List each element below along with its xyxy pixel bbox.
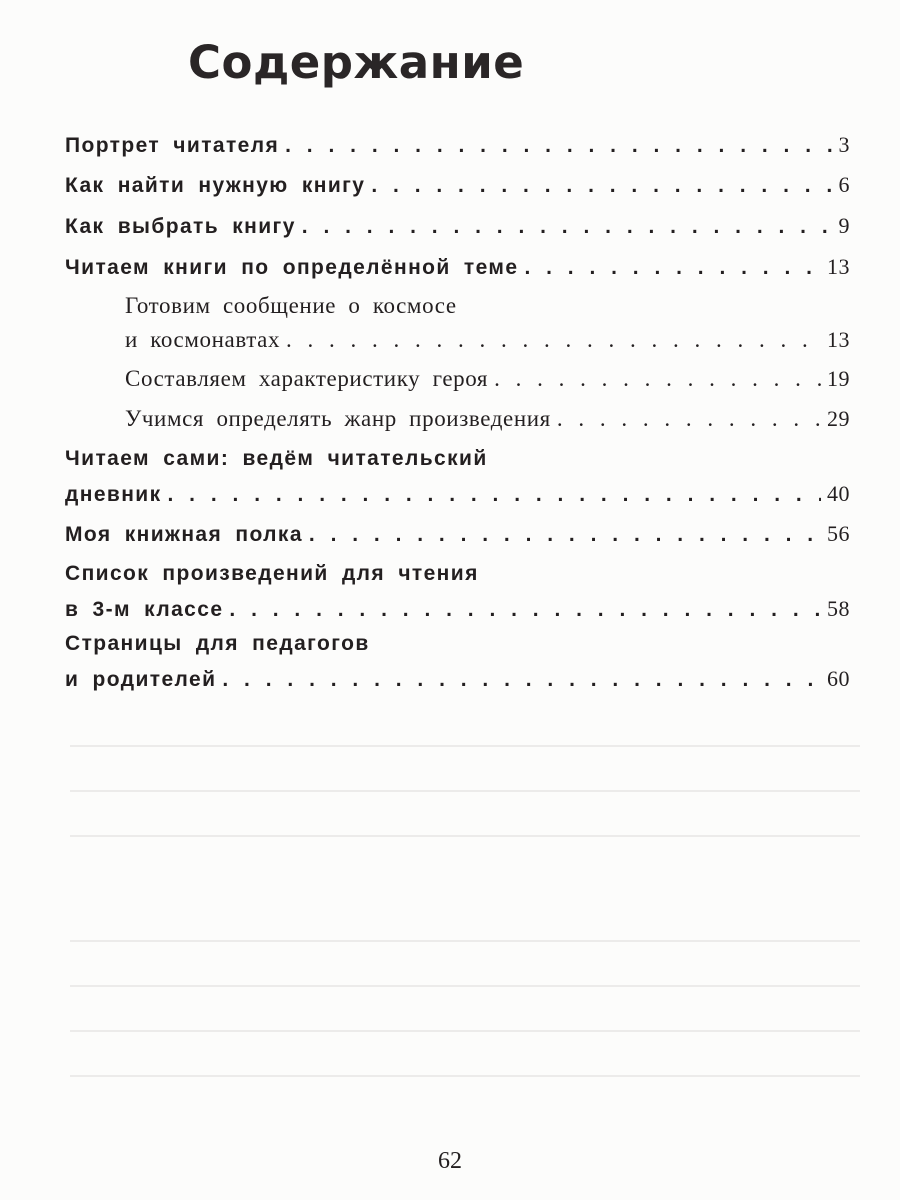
leader-dots <box>222 668 821 692</box>
toc-entry-title: Учимся определять жанр произведения <box>125 406 551 431</box>
toc-entry-title: в 3-м классе <box>65 598 224 621</box>
toc-entry-title: и родителей <box>65 668 217 691</box>
leader-dots <box>302 215 833 239</box>
toc-page-number: 29 <box>827 406 850 431</box>
toc-entry-title: Готовим сообщение о космосе <box>125 293 457 318</box>
toc-page-number: 19 <box>827 366 850 391</box>
toc-entry-title: Читаем сами: ведём читательский <box>65 447 488 470</box>
toc-entry-title: Составляем характеристику героя <box>125 366 489 391</box>
toc-entry-title: дневник <box>65 483 162 506</box>
toc-page-number: 60 <box>827 666 850 691</box>
toc-entry <box>65 213 850 247</box>
toc-entry-title: Страницы для педагогов <box>65 632 370 655</box>
toc-page-number: 58 <box>827 596 850 621</box>
leader-dots <box>557 406 821 432</box>
page-title: Содержание <box>188 36 525 89</box>
leader-dots <box>494 366 821 392</box>
toc-page-number: 56 <box>827 521 850 546</box>
toc-entry-title: Читаем книги по определённой теме <box>65 256 519 279</box>
toc-page-number: 6 <box>838 172 850 197</box>
page-number: 62 <box>438 1148 462 1174</box>
leader-dots <box>168 483 821 507</box>
toc-entry <box>125 366 850 400</box>
toc-entry-title: и космонавтах <box>125 327 281 352</box>
toc-page-number: 9 <box>838 213 850 238</box>
leader-dots <box>229 598 821 622</box>
toc-entry-title: Список произведений для чтения <box>65 562 479 585</box>
toc-entry <box>65 632 850 700</box>
leader-dots <box>309 523 821 547</box>
toc-entry <box>65 172 850 206</box>
toc-page-number: 13 <box>827 327 850 352</box>
leader-dots <box>285 134 832 158</box>
toc-entry <box>65 254 850 288</box>
toc-entry <box>125 293 850 361</box>
toc-entry-title: Моя книжная полка <box>65 523 303 546</box>
toc-entry <box>65 562 850 630</box>
toc-entry <box>65 447 850 515</box>
toc-entry <box>65 132 850 166</box>
leader-dots <box>286 327 821 353</box>
toc-page-number: 3 <box>838 132 850 157</box>
toc-entry-title: Как найти нужную книгу <box>65 174 366 197</box>
toc-entry-title: Портрет читателя <box>65 134 280 157</box>
leader-dots <box>524 256 821 280</box>
toc-entry-title: Как выбрать книгу <box>65 215 296 238</box>
toc-entry <box>125 406 850 440</box>
toc-entry <box>65 521 850 555</box>
toc-page-number: 13 <box>827 254 850 279</box>
toc-page-number: 40 <box>827 481 850 506</box>
leader-dots <box>371 174 832 198</box>
